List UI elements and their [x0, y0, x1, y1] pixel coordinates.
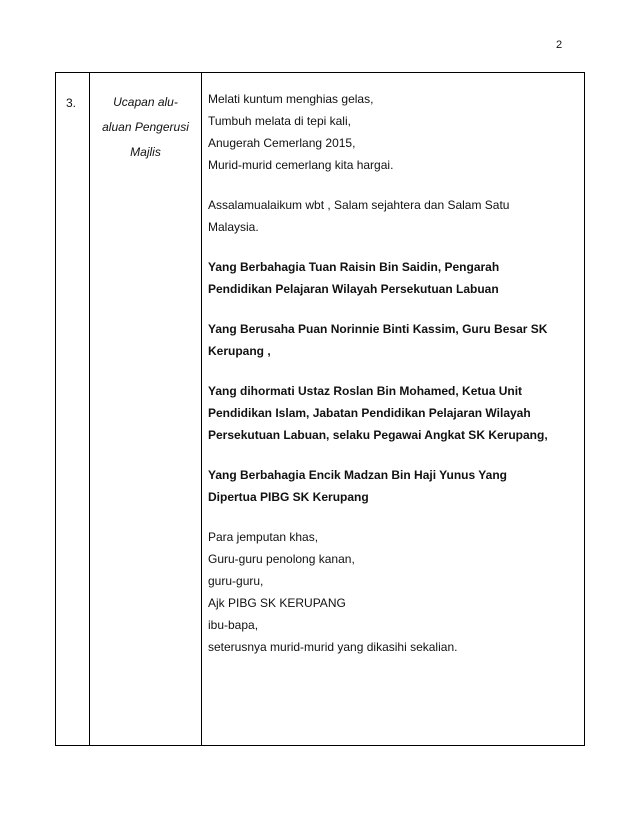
- pantun-line: Melati kuntum menghias gelas,: [208, 92, 374, 106]
- dignitary-line: Yang Berbahagia Encik Madzan Bin Haji Yunus Yang: [208, 468, 507, 482]
- item-number: 3.: [66, 96, 77, 110]
- section-title: [90, 73, 201, 165]
- pantun-line: Anugerah Cemerlang 2015,: [208, 136, 356, 150]
- dignitary-line: Pendidikan Pelajaran Wilayah Persekutuan Labuan: [208, 282, 499, 296]
- speech-table: [55, 72, 585, 746]
- dignitary-line: Yang dihormati Ustaz Roslan Bin Mohamed, Ketua Unit: [208, 384, 523, 398]
- pantun-line: Murid-murid cemerlang kita hargai.: [208, 158, 394, 172]
- audience-line: Para jemputan khas,: [208, 530, 319, 544]
- audience: [208, 526, 576, 658]
- greeting: [208, 194, 576, 238]
- table-row: [56, 73, 585, 746]
- audience-line: ibu-bapa,: [208, 618, 259, 632]
- pantun-line: Tumbuh melata di tepi kali,: [208, 114, 351, 128]
- pantun: [208, 88, 576, 176]
- dignitary-line: Yang Berbahagia Tuan Raisin Bin Saidin, Pengarah: [208, 260, 500, 274]
- title-line: aluan Pengerusi: [102, 120, 189, 134]
- audience-line: Guru-guru penolong kanan,: [208, 552, 355, 566]
- greeting-line: Malaysia.: [208, 220, 259, 234]
- dignitary-line: Yang Berusaha Puan Norinnie Binti Kassim, Guru Besar SK: [208, 322, 548, 336]
- dignitary-4: [208, 464, 576, 508]
- dignitary-2: [208, 318, 576, 362]
- dignitary-line: Persekutuan Labuan, selaku Pegawai Angkat SK Kerupang,: [208, 428, 548, 442]
- page-number: 2: [556, 39, 563, 51]
- audience-line: Ajk PIBG SK KERUPANG: [208, 596, 346, 610]
- number-cell: [56, 73, 90, 746]
- content-cell: [202, 73, 585, 746]
- dignitary-line: Dipertua PIBG SK Kerupang: [208, 490, 369, 504]
- dignitary-line: Pendidikan Islam, Jabatan Pendidikan Pelajaran Wilayah: [208, 406, 531, 420]
- dignitary-line: Kerupang ,: [208, 344, 271, 358]
- title-line: Ucapan alu-: [113, 95, 178, 109]
- title-cell: [90, 73, 202, 746]
- audience-line: seterusnya murid-murid yang dikasihi sekalian.: [208, 640, 458, 654]
- speech-text: [202, 73, 584, 658]
- dignitary-1: [208, 256, 576, 300]
- greeting-line: Assalamualaikum wbt , Salam sejahtera dan Salam Satu: [208, 198, 510, 212]
- title-line: Majlis: [130, 145, 161, 159]
- dignitary-3: [208, 380, 576, 446]
- audience-line: guru-guru,: [208, 574, 264, 588]
